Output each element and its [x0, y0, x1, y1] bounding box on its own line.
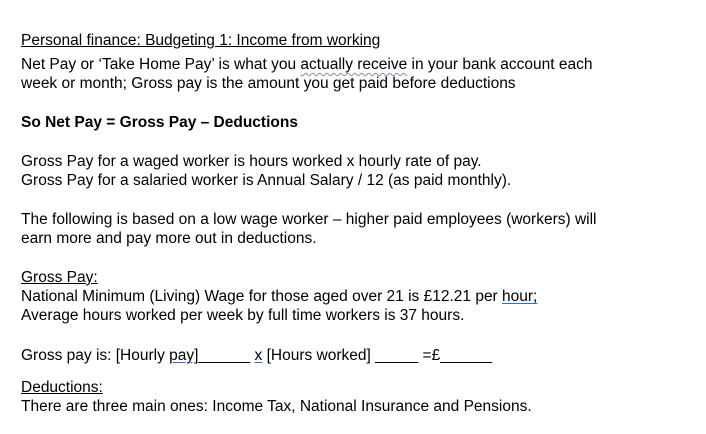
hours-label: [Hours worked] [262, 347, 376, 364]
gross-pay-heading: Gross Pay: [21, 269, 98, 286]
note-line-1: The following is based on a low wage worker – higher paid employees (workers) will [21, 211, 597, 228]
document-title: Personal finance: Budgeting 1: Income from working [21, 32, 381, 49]
intro-text-before: Net Pay or ‘Take Home Pay’ is what you [21, 56, 301, 73]
deductions-heading: Deductions: [21, 379, 103, 396]
answer-blank-1[interactable]: ______ [198, 347, 251, 364]
gross-definition-salaried: Gross Pay for a salaried worker is Annual Salary / 12 (as paid monthly). [21, 172, 512, 189]
flagged-word-pay[interactable]: pay] [169, 347, 199, 364]
note-line-2: earn more and pay more out in deductions. [21, 230, 317, 247]
exercise-prefix: Gross pay is: [Hourly [21, 347, 170, 364]
answer-blank-2[interactable]: _____ [375, 347, 419, 364]
deductions-line: There are three main ones: Income Tax, National Insurance and Pensions. [21, 398, 532, 415]
flagged-word-hour[interactable]: hour; [502, 288, 538, 305]
intro-text-after: in your bank account each [407, 56, 593, 73]
minimum-wage-line [21, 287, 537, 306]
average-hours-line: Average hours worked per week by full time workers is 37 hours. [21, 307, 465, 324]
equals-pound: =£ [418, 347, 441, 364]
times-symbol: x [254, 347, 263, 364]
gross-pay-exercise [21, 346, 492, 365]
answer-blank-3[interactable]: ______ [440, 347, 492, 364]
minimum-wage-text: National Minimum (Living) Wage for those aged over 21 is £12.21 per [21, 288, 503, 305]
net-pay-formula: So Net Pay = Gross Pay – Deductions [21, 114, 298, 131]
gross-definition-waged: Gross Pay for a waged worker is hours worked x hourly rate of pay. [21, 153, 482, 170]
intro-line-1 [21, 55, 593, 74]
intro-line-2: week or month; Gross pay is the amount you get paid before deductions [21, 75, 516, 92]
flagged-phrase[interactable]: actually receive [300, 56, 408, 73]
